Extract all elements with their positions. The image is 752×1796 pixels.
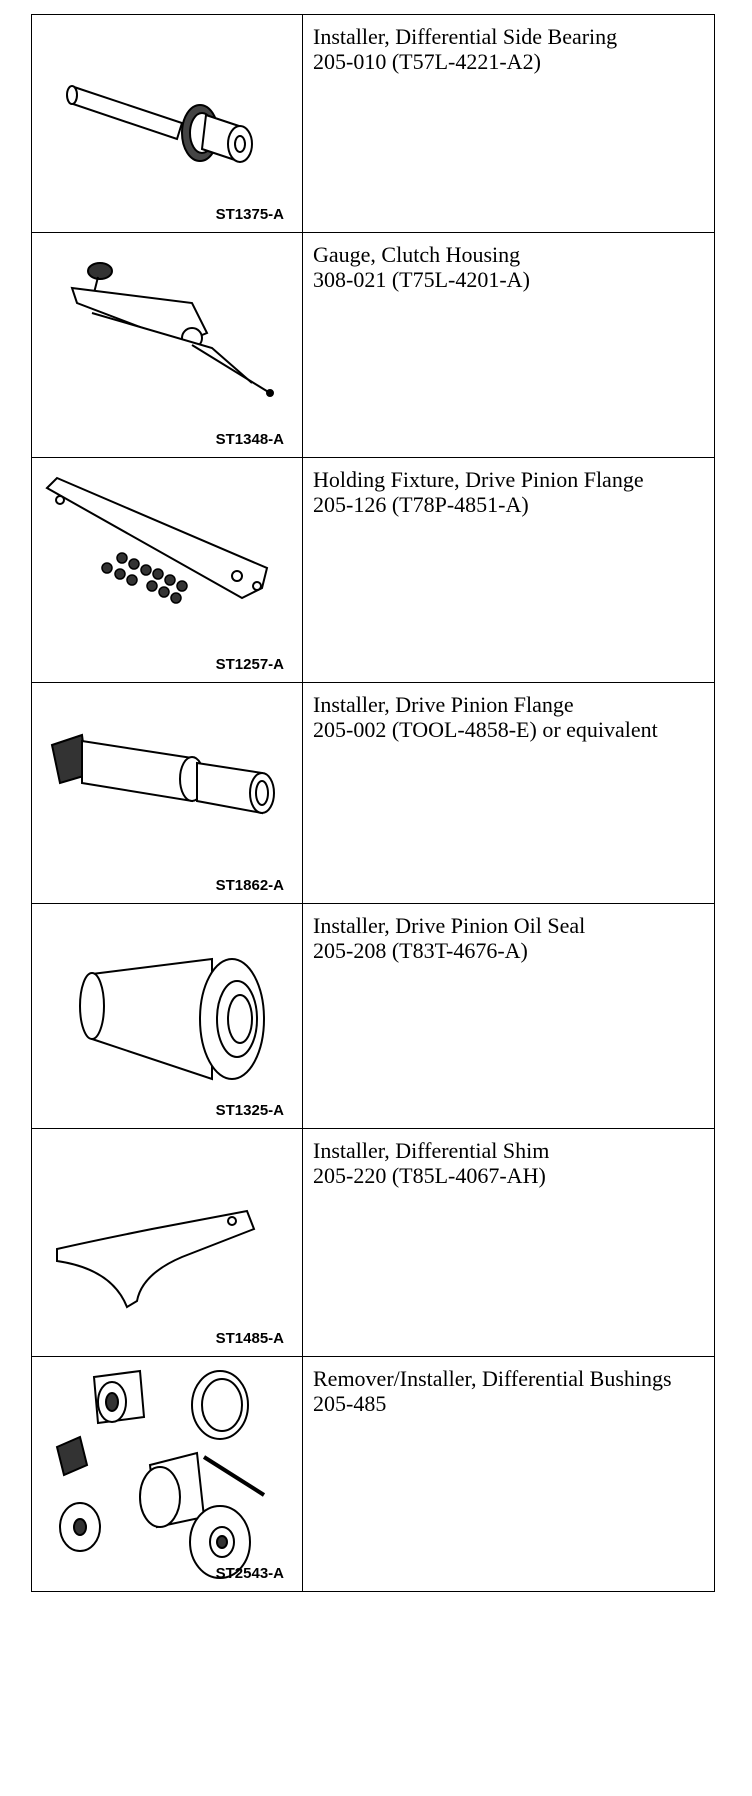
table-row — [32, 1129, 715, 1357]
tool-description-cell — [303, 233, 715, 458]
tool-description-cell — [303, 1129, 715, 1357]
illustration-code: ST1257-A — [215, 656, 284, 673]
tool-name: Installer, Drive Pinion Flange — [313, 692, 574, 717]
tool-description-cell — [303, 15, 715, 233]
tool-illustration-cell — [32, 904, 303, 1129]
tool-number: 205-002 (TOOL-4858-E) or equivalent — [313, 717, 658, 742]
flange-installer-illustration — [32, 683, 302, 904]
tool-illustration-cell — [32, 15, 303, 233]
oil-seal-installer-illustration — [32, 904, 302, 1129]
tool-description-cell — [303, 904, 715, 1129]
tool-number: 205-485 — [313, 1391, 387, 1416]
tool-name: Installer, Differential Side Bearing — [313, 24, 618, 49]
tool-illustration-cell — [32, 458, 303, 683]
tool-illustration-cell — [32, 1357, 303, 1592]
bearing-installer-illustration — [32, 15, 302, 233]
tool-name: Installer, Differential Shim — [313, 1138, 550, 1163]
table-row — [32, 15, 715, 233]
illustration-code: ST1862-A — [215, 877, 284, 894]
tool-illustration-cell — [32, 1129, 303, 1357]
tool-number: 205-010 (T57L-4221-A2) — [313, 49, 541, 74]
illustration-code: ST1485-A — [215, 1330, 284, 1347]
table-row — [32, 233, 715, 458]
tool-description-cell — [303, 1357, 715, 1592]
tool-number: 205-126 (T78P-4851-A) — [313, 492, 529, 517]
table-row — [32, 458, 715, 683]
illustration-code: ST1375-A — [215, 206, 284, 223]
tool-illustration-cell — [32, 233, 303, 458]
tool-number: 205-208 (T83T-4676-A) — [313, 938, 528, 963]
tool-name: Holding Fixture, Drive Pinion Flange — [313, 467, 644, 492]
tool-illustration-cell — [32, 683, 303, 904]
table-row — [32, 904, 715, 1129]
tool-name: Installer, Drive Pinion Oil Seal — [313, 913, 586, 938]
shim-installer-illustration — [32, 1129, 302, 1357]
tool-name: Remover/Installer, Differential Bushings — [313, 1366, 672, 1391]
holding-fixture-illustration — [32, 458, 302, 683]
illustration-code: ST1348-A — [215, 431, 284, 448]
tool-description-cell — [303, 458, 715, 683]
tool-description-cell — [303, 683, 715, 904]
illustration-code: ST2543-A — [215, 1565, 284, 1582]
table-row — [32, 1357, 715, 1592]
table-row — [32, 683, 715, 904]
illustration-code: ST1325-A — [215, 1102, 284, 1119]
tool-name: Gauge, Clutch Housing — [313, 242, 521, 267]
clutch-gauge-illustration — [32, 233, 302, 458]
tool-number: 308-021 (T75L-4201-A) — [313, 267, 530, 292]
special-tools-table — [31, 14, 715, 1592]
tool-number: 205-220 (T85L-4067-AH) — [313, 1163, 546, 1188]
bushing-tool-set-illustration — [32, 1357, 302, 1592]
